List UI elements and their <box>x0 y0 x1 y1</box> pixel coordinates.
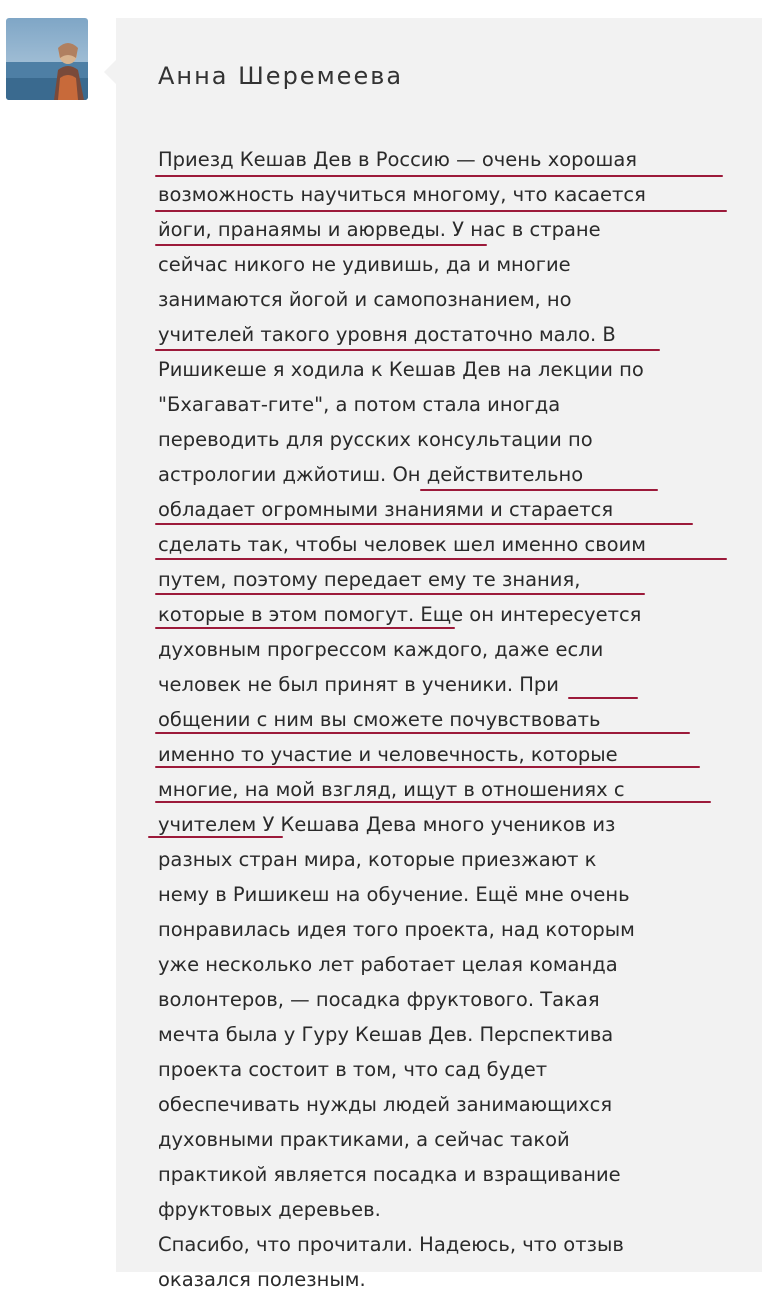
highlight-underline <box>155 732 690 734</box>
review-line: человек не был принят в ученики. При <box>158 673 559 696</box>
highlight-underline <box>155 593 645 595</box>
review-text <box>158 142 750 1297</box>
highlight-underline <box>155 523 693 525</box>
highlight-underline <box>155 175 723 177</box>
review-line: разных стран мира, которые приезжают к <box>158 848 597 871</box>
review-line: переводить для русских консультации по <box>158 428 593 451</box>
review-line: Спасибо, что прочитали. Надеюсь, что отзыв <box>158 1233 624 1256</box>
highlight-underline <box>148 836 283 838</box>
review-line: йоги, пранаямы и аюрведы. У нас в стране <box>158 218 601 241</box>
review-line: проекта состоит в том, что сад будет <box>158 1058 548 1081</box>
review-line: общении с ним вы сможете почувствовать <box>158 708 601 731</box>
review-line: практикой является посадка и взращивание <box>158 1163 621 1186</box>
highlight-underline <box>420 489 658 491</box>
review-line: Ришикеше я ходила к Кешав Дев на лекции по <box>158 358 644 381</box>
review-line: духовным прогрессом каждого, даже если <box>158 638 604 661</box>
highlight-underline <box>155 801 711 803</box>
review-line: обеспечивать нужды людей занимающихся <box>158 1093 613 1116</box>
review-line: возможность научиться многому, что касается <box>158 183 646 206</box>
review-line: Приезд Кешав Дев в Россию — очень хорошая <box>158 148 638 171</box>
avatar-photo <box>6 18 88 100</box>
review-line: занимаются йогой и самопознанием, но <box>158 288 572 311</box>
review-line: сейчас никого не удивишь, да и многие <box>158 253 571 276</box>
card-pointer <box>104 60 116 84</box>
highlight-underline <box>155 244 487 246</box>
highlight-underline <box>155 627 455 629</box>
author-name: Анна Шеремеева <box>158 62 404 90</box>
review-line: понравилась идея того проекта, над которым <box>158 918 635 941</box>
review-line: "Бхагават-гите", а потом стала иногда <box>158 393 561 416</box>
review-line: нему в Ришикеш на обучение. Ещё мне очень <box>158 883 630 906</box>
highlight-underline <box>155 349 660 351</box>
highlight-underline <box>568 697 638 699</box>
review-line: обладает огромными знаниями и старается <box>158 498 614 521</box>
highlight-underline <box>155 766 700 768</box>
review-line: которые в этом помогут. Еще он интересуется <box>158 603 642 626</box>
review-line: путем, поэтому передает ему те знания, <box>158 568 581 591</box>
review-line: фруктовых деревьев. <box>158 1198 381 1221</box>
review-line: многие, на мой взгляд, ищут в отношениях с <box>158 778 625 801</box>
review-line: волонтеров, — посадка фруктового. Такая <box>158 988 600 1011</box>
review-line: именно то участие и человечность, которые <box>158 743 618 766</box>
highlight-underline <box>155 210 727 212</box>
review-line: оказался полезным. <box>158 1268 366 1291</box>
highlight-underline <box>155 558 727 560</box>
review-line: уже несколько лет работает целая команда <box>158 953 618 976</box>
review-line: мечта была у Гуру Кешав Дев. Перспектива <box>158 1023 614 1046</box>
review-line: учителем У Кешава Дева много учеников из <box>158 813 616 836</box>
review-line: астрологии джйотиш. Он действительно <box>158 463 584 486</box>
review-line: учителей такого уровня достаточно мало. В <box>158 323 616 346</box>
review-line: духовными практиками, а сейчас такой <box>158 1128 570 1151</box>
review-line: сделать так, чтобы человек шел именно своим <box>158 533 646 556</box>
avatar[interactable] <box>6 18 88 100</box>
